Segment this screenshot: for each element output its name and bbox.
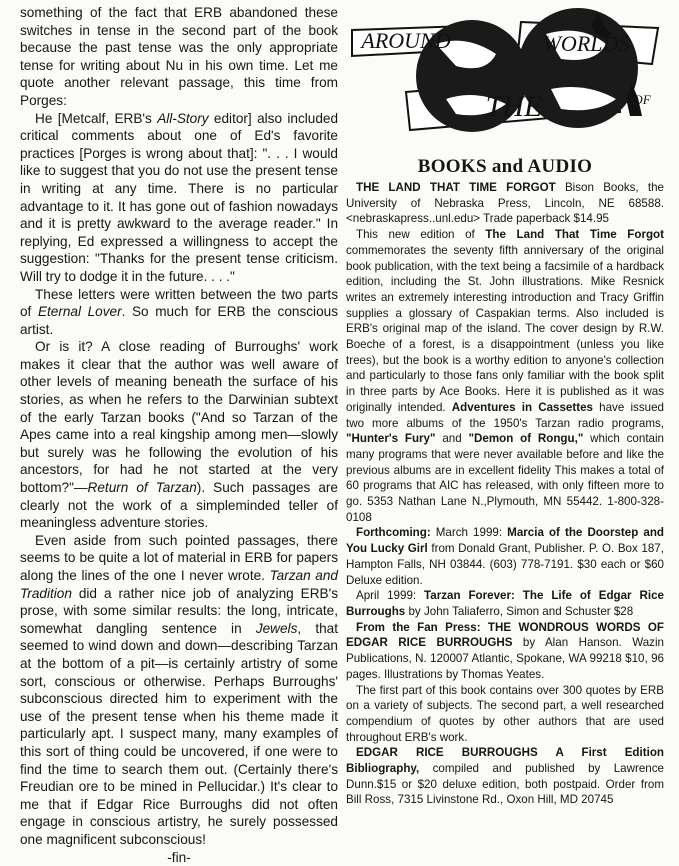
book-title: From the Fan Press: THE WONDROUS WORDS OF EDGAR RICE BURROUGHS [346,621,664,650]
section-heading: BOOKS and AUDIO [346,156,664,178]
italic-title: Return of Tarzan [88,480,197,495]
end-mark: -fin- [20,849,338,866]
entry-label: Forthcoming: [356,526,431,539]
around-the-worlds-banner [346,4,664,152]
book-title: EDGAR RICE BURROUGHS A First Edition Bibliography, [346,746,664,775]
italic-title: Jewels [256,621,298,636]
paragraph: These letters were written between the two parts of Eternal Lover. So much for ERB the conscious artist. [20,286,338,339]
book-title: Marcia of the Doorstep and You Lucky Girl [346,526,664,555]
album-title: "Demon of Rongu," [469,432,584,445]
italic-title: All-Story [157,111,208,126]
banner-word: THE [486,90,543,123]
article-left-column [20,4,338,866]
books-audio-listing [346,180,664,808]
italic-title: Tarzan and Tradition [20,568,338,601]
book-title: Tarzan Forever: The Life of Edgar Rice Burroughs [346,589,664,618]
banner-word: WORLDS [543,31,630,56]
listing-entry: April 1999: Tarzan Forever: The Life of Edgar Rice Burroughs by John Taliaferro, Simon and Schuster $28 [346,588,664,619]
paragraph: Even aside from such pointed passages, there seems to be quite a lot of material in ERB for papers along the lines of the one I never wrote. Tarzan and Tradition did a rather nice job of analyzing ERB's prose, with some similar results: the long, intricate, somewhat dangling sentence in Jewels, that seemed to wind down and down—describing Tarzan at the bottom of a pit—is certainly artistry of some sort, conscious or otherwise. Perhaps Burroughs' subconscious directed him to experiment with the use of the present tense when his theme made it particularly apt. I suspect many, many examples of this sort of thing could be uncovered, if one were to find the time to search them out. (Certainly there's Freudian ore to be mined in Pellucidar.) It's clear to me that if Edgar Rice Burroughs did not often engage in conscious artistry, he surely possessed one magnificent subconscious! [20,532,338,849]
listing-entry: From the Fan Press: THE WONDROUS WORDS OF EDGAR RICE BURROUGHS by Alan Hanson. Wazin Publications, N. 120007 Atlantic, Spokane, WA 99218 $10, 96 pages. Illustrations by Thomas Yeates. [346,620,664,683]
article-right-column [346,4,664,808]
quote-paragraph: He [Metcalf, ERB's All-Story editor] also included critical comments about one of Ed's favorite practices [Porges is wrong about that]: ". . . I would like to suggest that you do not use the present tense in writing at any time. There is no particular advantage to it. It has gone out of fashion nowadays and it is pretty awkward to the average reader." In replying, Ed expressed a willingness to accept the suggestion: "Thanks for the present tense criticism. Will try to dodge it in the future. . . ." [20,110,338,286]
listing-entry: The first part of this book contains over 300 quotes by ERB on a variety of subjects. The second part, a well researched compendium of quotes by other authors that are used throughout ERB's work. [346,683,664,746]
listing-entry: This new edition of The Land That Time Forgot commemorates the seventy fifth anniversary of the original book publication, with the text being a facsimile of a hardback edition, including the St. John illustrations. Mike Resnick writes an extremely interesting introduction and Tracy Griffin supplies a glossary of Caspakian terms. Also included is ERB's original map of the island. The cover design by R.W. Boeche of a forest, is a disappointment (unless you like trees), but the book is a worthy edition to anyone's collection and particularly to those fans only familiar with the book split in three parts by Ace Books. Here it is published as it was originally intended. Adventures in Cassettes have issued two more albums of the 1950's Tarzan radio programs, "Hunter's Fury" and "Demon of Rongu," which contain many programs that were never available before and like the previous albums are in excellent fidelity This makes a total of 60 programs that AIC has released, with only fifteen more to go. 5353 Nathan Lane N.,Plymouth, MN 55442. 1-800-328-0108 [346,227,664,525]
paragraph: Or is it? A close reading of Burroughs' work makes it clear that the author was well aware of other levels of meaning beneath the surface of his stories, as when he refers to the Darwinian subtext of the early Tarzan books ("And so Tarzan of the Apes came into a real kingship among men—slowly but surely was he following the evolution of his ancestors, for had he not started at the very bottom?"—Return of Tarzan). Such passages are clearly not the work of a simpleminded teller of meaningless adventure stories. [20,338,338,532]
italic-title: Eternal Lover [38,304,122,319]
banner-word: AROUND [359,28,450,53]
publisher-name: Adventures in Cassettes [452,401,593,414]
banner-word: OF [633,92,651,107]
paragraph: something of the fact that ERB abandoned these switches in tense in the second part of the book because the past tense was the only appropriate tense for writing about Nu in his own time. Let me quote another relevant passage, this time from Porges: [20,4,338,110]
book-title: THE LAND THAT TIME FORGOT [356,181,556,194]
book-title: The Land That Time Forgot [485,228,664,241]
listing-entry: EDGAR RICE BURROUGHS A First Edition Bibliography, compiled and published by Lawrence Dunn.$15 or $20 deluxe edition, both postpaid. Order from Bill Ross, 7315 Livinstone Rd., Oxon Hill, MD 20745 [346,745,664,808]
album-title: "Hunter's Fury" [346,432,436,445]
listing-entry: THE LAND THAT TIME FORGOT Bison Books, the University of Nebraska Press, Lincoln, NE 68588. <nebraskapress..unl.edu> Trade paperback $14.95 [346,180,664,227]
listing-entry: Forthcoming: March 1999: Marcia of the Doorstep and You Lucky Girl from Donald Grant, Publisher. P. O. Box 187, Hampton Falls, NH 03844. (603) 778-7191. $30 each or $60 Deluxe edition. [346,525,664,588]
